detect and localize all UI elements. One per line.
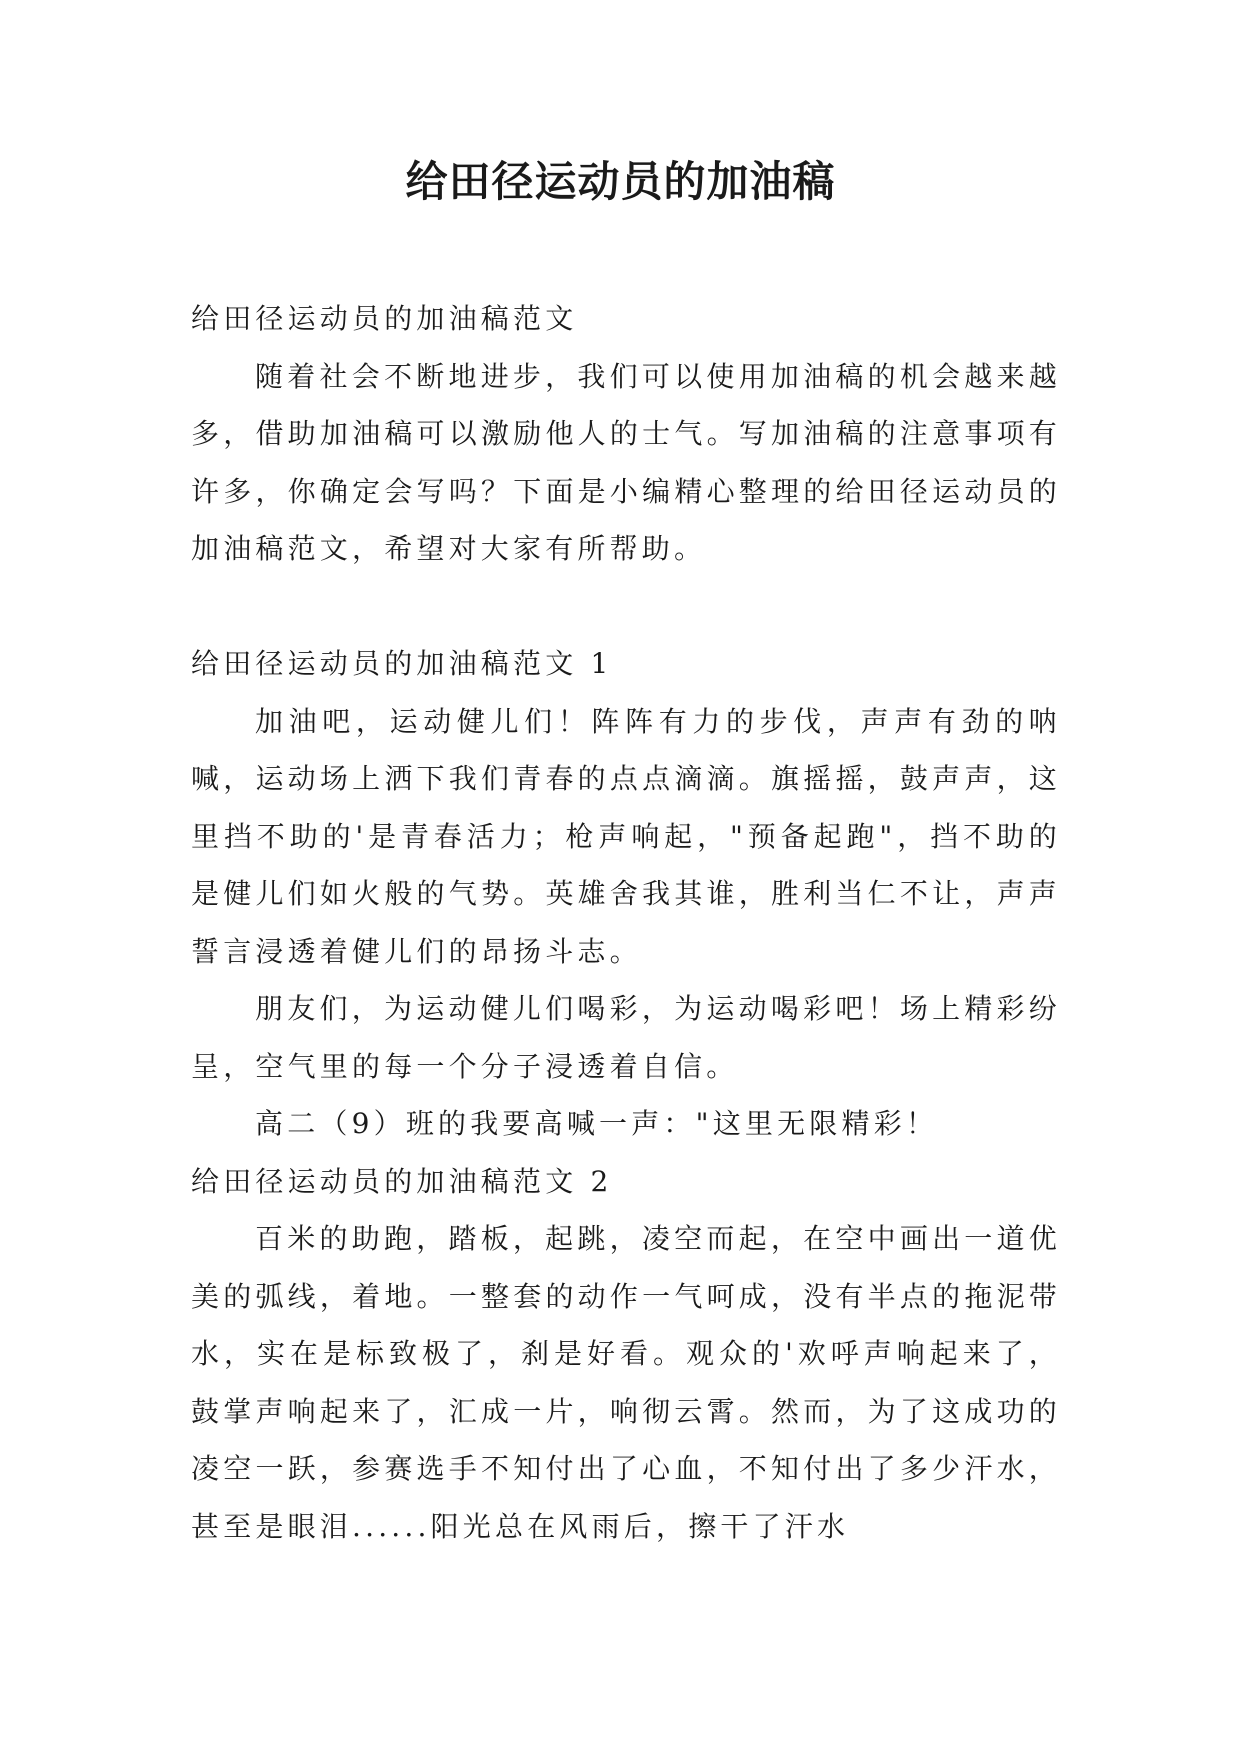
document-title: 给田径运动员的加油稿 xyxy=(405,157,836,206)
sample-1-paragraph-3: 高二（9）班的我要高喊一声："这里无限精彩！ xyxy=(255,1107,939,1140)
sample-2-paragraph-1: 百米的助跑，踏板，起跳，凌空而起，在空中画出一道优美的弧线，着地。一整套的动作一气呵成，没有半点的拖泥带水，实在是标致极了，刹是好看。观众的'欢呼声响起来了，鼓掌声响起来了，汇成一片，响彻云霄。然而，为了这成功的凌空一跃，参赛选手不知付出了心血，不知付出了多少汗水，甚至是眼泪......阳光总在风雨后，擦干了汗水 xyxy=(191,1222,1061,1543)
intro-paragraph: 随着社会不断地进步，我们可以使用加油稿的机会越来越多，借助加油稿可以激励他人的士气。写加油稿的注意事项有许多，你确定会写吗？下面是小编精心整理的给田径运动员的加油稿范文，希望对大家有所帮助。 xyxy=(191,359,1061,565)
paragraph-spacer xyxy=(191,578,1061,636)
section-heading-sample-2: 给田径运动员的加油稿范文 2 xyxy=(191,1164,613,1198)
sample-1-paragraph-1: 加油吧，运动健儿们！阵阵有力的步伐，声声有劲的呐喊，运动场上洒下我们青春的点点滴滴。旗摇摇，鼓声声，这里挡不助的'是青春活力；枪声响起，"预备起跑"，挡不助的是健儿们如火般的气势。英雄舍我其谁，胜利当仁不让，声声誓言浸透着健儿们的昂扬斗志。 xyxy=(191,704,1061,968)
sample-1-paragraph-2: 朋友们，为运动健儿们喝彩，为运动喝彩吧！场上精彩纷呈，空气里的每一个分子浸透着自信。 xyxy=(191,992,1061,1083)
document-body xyxy=(191,290,1061,1555)
section-heading-intro: 给田径运动员的加油稿范文 xyxy=(191,302,578,335)
section-heading-sample-1: 给田径运动员的加油稿范文 1 xyxy=(191,647,613,680)
